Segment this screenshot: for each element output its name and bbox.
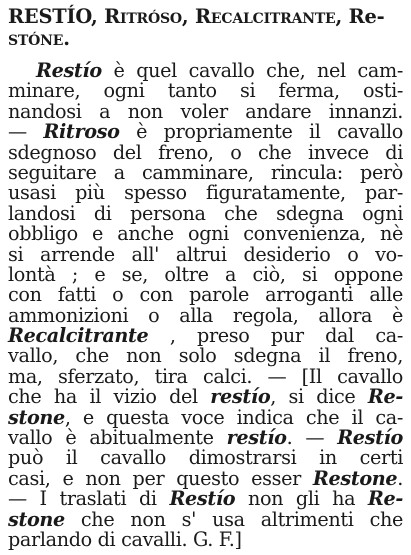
term-restio: Restío <box>36 59 102 82</box>
term-restio: Restío <box>169 487 236 511</box>
text-line-2: minare, ogni tanto si ferma, osti- <box>8 79 403 103</box>
term-restone: Re- <box>367 487 403 511</box>
text-line-11: lontà ; e se, oltre a ciò, si oppone <box>8 262 403 286</box>
text-line-21 <box>8 466 403 490</box>
text-run: casi, e non per questo esser <box>8 466 313 490</box>
term-restio: restío <box>226 426 287 450</box>
term-restone: stone <box>8 507 65 531</box>
text-run: non gli ha <box>235 487 368 511</box>
entry-heading <box>8 6 403 49</box>
text-line-23 <box>8 507 403 531</box>
text-run: , si dice <box>270 385 368 409</box>
heading-period: . <box>63 26 70 50</box>
term-restone: Re- <box>367 385 403 409</box>
text-line-12: con fatti o con parole arroganti alle <box>8 283 403 307</box>
term-restio: Restío <box>337 426 403 450</box>
term-restone: Restone <box>312 466 398 490</box>
term-restone: stone <box>8 405 65 429</box>
text-run: è quel cavallo che, nel cam- <box>101 59 403 82</box>
heading-sep-1: , <box>181 5 195 28</box>
text-run: . <box>397 466 403 490</box>
text-line-8: landosi di persona che sdegna ogni <box>8 201 403 225</box>
text-line-24: parlando di cavalli. G. F.] <box>8 527 242 551</box>
term-ritroso: Ritroso <box>43 120 120 144</box>
text-line-3: nandosi a non voler andare innanzi. <box>8 99 403 123</box>
text-run: . — <box>286 426 338 450</box>
heading-word-restio: RESTÍO, <box>8 5 105 28</box>
heading-word-ritroso: Ritróso <box>104 5 182 28</box>
text-line-22 <box>8 489 403 509</box>
text-line-9: obbligo e anche ogni convenienza, nè <box>8 222 403 246</box>
text-line-17 <box>8 387 403 407</box>
text-line-20: può il cavallo dimostrarsi in certi <box>8 446 403 470</box>
text-line-18 <box>8 405 403 429</box>
text-line-5: sdegnoso del freno, o che invece di <box>8 140 403 164</box>
heading-word-recalcitrante: Recalcitrante <box>195 5 336 28</box>
heading-sep-2: , Re- <box>335 5 385 28</box>
text-line-19 <box>8 428 403 448</box>
text-run: è propriamente il cavallo <box>119 120 403 144</box>
entry-body <box>8 61 403 550</box>
text-line-13: ammonizioni o alla regola, allora è <box>8 303 403 327</box>
text-line-10: si arrende all' altrui desiderio o vo- <box>8 242 403 266</box>
term-restio: restío <box>210 385 271 409</box>
text-line-16: ma, sferzato, tira calci. — [Il cavallo <box>8 364 403 388</box>
text-run: , e questa voce indica che il ca- <box>64 405 403 429</box>
text-line-14 <box>8 326 403 346</box>
term-recalcitrante: Recalcitrante <box>8 324 149 348</box>
text-line-4 <box>8 122 403 142</box>
text-line-1 <box>8 61 403 81</box>
text-run: , preso pur dal ca- <box>148 324 403 348</box>
text-line-7: usasi più spesso figuratamente, par- <box>8 181 403 205</box>
text-run: vallo è abitualmente <box>8 426 227 450</box>
text-line-6: seguitare a camminare, rincula: però <box>8 160 403 184</box>
text-line-15: vallo, che non solo sdegna il freno, <box>8 344 403 368</box>
text-run: — <box>8 120 44 144</box>
heading-word-restone: stóne <box>8 26 64 50</box>
text-run: — I traslati di <box>8 487 170 511</box>
text-run: che ha il vizio del <box>8 385 211 409</box>
text-run: che non s' usa altrimenti che <box>64 507 403 531</box>
